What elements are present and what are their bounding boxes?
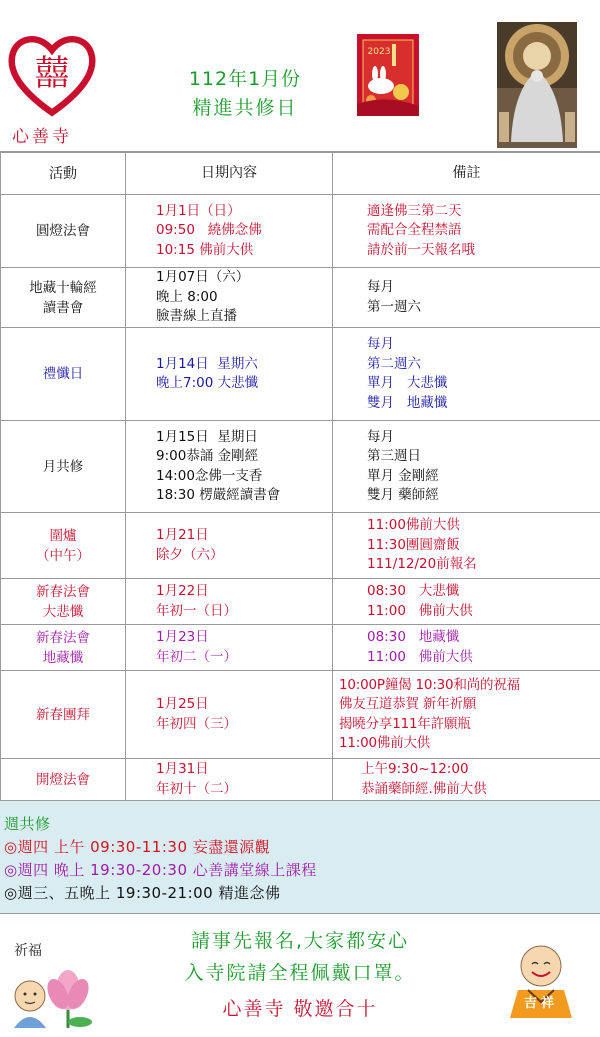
table-row — [1, 513, 600, 579]
table-header-row — [1, 153, 600, 195]
date-cell: 1月22日 年初一（日） — [126, 579, 333, 625]
blessing-label: 祈福 — [14, 943, 42, 959]
note-cell: 每月 第二週六 單月 大悲懺 雙月 地藏懺 — [333, 328, 600, 421]
note-cell: 每月 第三週日 單月 金剛經 雙月 藥師經 — [333, 421, 600, 513]
date-cell: 1月07日（六） 晚上 8:00 臉書線上直播 — [126, 268, 333, 328]
note-cell: 上午9:30~12:00 恭誦藥師經.佛前大供 — [333, 759, 600, 801]
date-cell: 1月31日 年初十（二） — [126, 759, 333, 801]
note-cell: 10:00P鐘偈 10:30和尚的祝福 佛友互道恭賀 新年祈願 揭曉分享111年許願瓶 11:00佛前大供 — [333, 671, 600, 759]
footer — [0, 914, 600, 1037]
column-header-activity: 活動 — [1, 153, 126, 195]
page-title-sub: 精進共修日 — [192, 97, 298, 119]
table-row — [1, 759, 600, 801]
new-year-rabbit-image-icon — [357, 34, 419, 116]
note-cell: 11:00佛前大供 11:30團圓齋飯 111/12/20前報名 — [333, 513, 600, 579]
activity-cell: 新春法會 地藏懺 — [1, 625, 126, 671]
column-header-date: 日期內容 — [126, 153, 333, 195]
weekly-item: ◎週四 上午 09:30-11:30 妄盡還源觀 — [4, 838, 271, 856]
invitation-signature: 心善寺 敬邀合十 — [222, 998, 378, 1020]
activity-cell: 圍爐 （中午） — [1, 513, 126, 579]
table-row — [1, 195, 600, 268]
guanyin-statue-photo-icon — [497, 22, 577, 148]
table-row — [1, 625, 600, 671]
activity-cell: 開燈法會 — [1, 759, 126, 801]
weekly-item: ◎週三、五晚上 19:30-21:00 精進念佛 — [4, 884, 281, 902]
note-cell: 每月 第一週六 — [333, 268, 600, 328]
luck-label: 吉祥 — [523, 996, 558, 1011]
temple-name: 心善寺 — [12, 127, 72, 147]
schedule-table — [0, 152, 600, 801]
activity-cell: 禮懺日 — [1, 328, 126, 421]
temple-heart-logo-icon — [6, 28, 98, 120]
weekly-item: ◎週四 晚上 19:30-20:30 心善講堂線上課程 — [4, 861, 317, 879]
activity-cell: 新春法會 大悲懺 — [1, 579, 126, 625]
activity-cell: 地藏十輪經 讀書會 — [1, 268, 126, 328]
weekly-practice-panel — [0, 800, 600, 914]
table-row — [1, 421, 600, 513]
date-cell: 1月21日 除夕（六） — [126, 513, 333, 579]
lucky-monk-illustration — [508, 942, 574, 1018]
date-cell: 1月15日 星期日 9:00恭誦 金剛經 14:00念佛一支香 18:30 楞嚴經讀書會 — [126, 421, 333, 513]
praying-monk-illustration — [6, 934, 96, 1030]
notice-mask: 入寺院請全程佩戴口罩。 — [184, 962, 416, 984]
table-row — [1, 268, 600, 328]
weekly-title: 週共修 — [4, 815, 51, 833]
table-row — [1, 328, 600, 421]
note-cell: 適逢佛三第二天 需配合全程禁語 請於前一天報名哦 — [333, 195, 600, 268]
date-cell: 1月14日 星期六 晚上7:00 大悲懺 — [126, 328, 333, 421]
activity-cell: 圓燈法會 — [1, 195, 126, 268]
date-cell: 1月1日（日） 09:50 繞佛念佛 10:15 佛前大供 — [126, 195, 333, 268]
note-cell: 08:30 大悲懺 11:00 佛前大供 — [333, 579, 600, 625]
note-cell: 08:30 地藏懺 11:00 佛前大供 — [333, 625, 600, 671]
date-cell: 1月25日 年初四（三） — [126, 671, 333, 759]
page-title-month: 112年1月份 — [188, 68, 302, 90]
activity-cell: 月共修 — [1, 421, 126, 513]
table-row — [1, 671, 600, 759]
header — [0, 0, 600, 152]
column-header-note: 備註 — [333, 153, 600, 195]
date-cell: 1月23日 年初二（一） — [126, 625, 333, 671]
table-row — [1, 579, 600, 625]
svg-text:2023: 2023 — [367, 47, 391, 57]
notice-register: 請事先報名,大家都安心 — [190, 930, 410, 952]
activity-cell: 新春團拜 — [1, 671, 126, 759]
svg-text:囍: 囍 — [34, 54, 70, 95]
